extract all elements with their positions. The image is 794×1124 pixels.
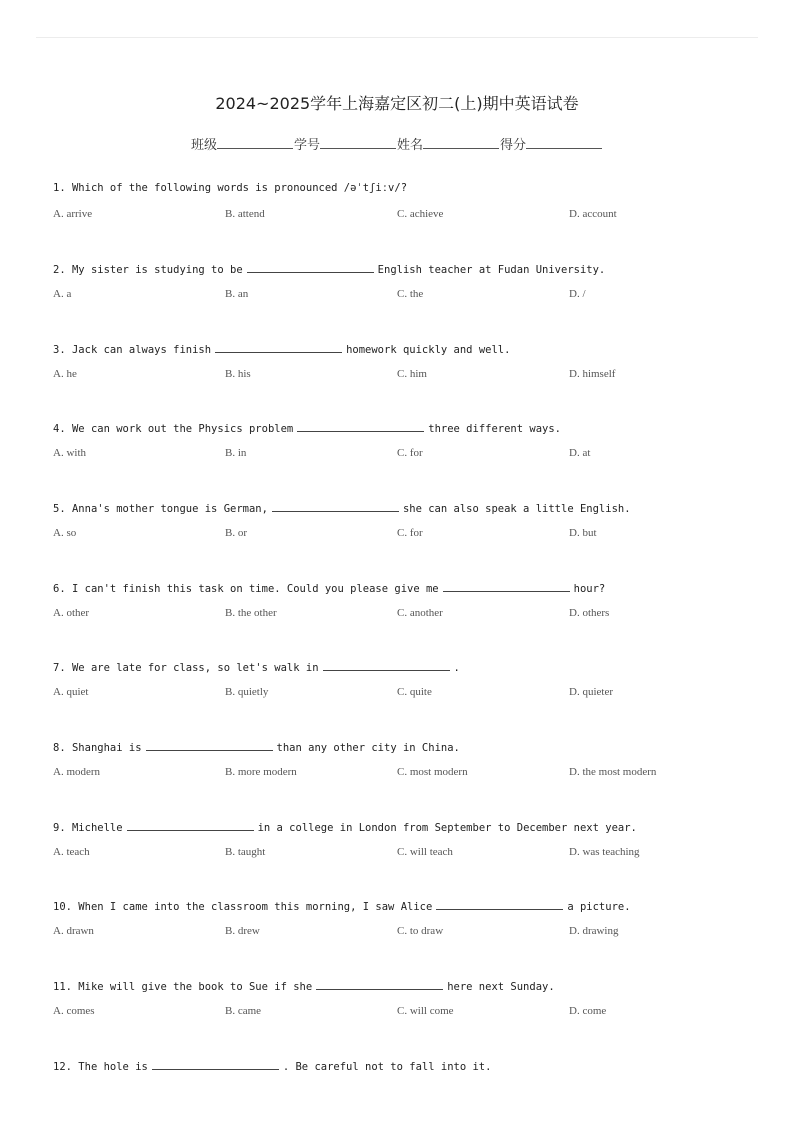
options-row [53,606,753,620]
options-row [53,367,753,381]
option-b: B. or [225,527,247,539]
top-divider [36,37,758,38]
option-b: B. came [225,1005,262,1017]
question-item [53,420,753,460]
question-text: Michelle [71,822,123,834]
option-d: D. drawing [569,925,619,937]
option-d: D. at [569,447,591,459]
question-item [53,819,753,859]
answer-blank [436,898,563,910]
option-c: C. another [397,607,443,619]
option-d: D. / [569,288,586,300]
option-d: D. was teaching [569,846,640,858]
option-b: B. quietly [225,686,269,698]
option-a: A. modern [53,766,101,778]
option-a: A. comes [53,1005,95,1017]
option-a: A. quiet [53,686,89,698]
question-stem [53,261,753,275]
answer-blank [297,420,424,432]
question-number: 9. [53,822,66,834]
answer-blank [323,659,450,671]
answer-blank [146,739,273,751]
question-stem [53,659,753,673]
question-stem [53,420,753,434]
option-a: A. teach [53,846,90,858]
question-number: 12. [53,1061,72,1073]
option-c: C. will teach [397,846,453,858]
student-info-line [0,134,794,153]
score-blank [526,136,602,149]
question-item [53,580,753,620]
option-c: C. for [397,447,423,459]
answer-blank [443,580,570,592]
class-label: 班级 [190,138,217,153]
options-row [53,765,753,779]
question-number: 10. [53,901,72,913]
question-text-after: than any other city in China. [276,742,460,754]
question-stem [53,500,753,514]
student-id-label: 学号 [293,138,320,153]
question-item [53,659,753,699]
question-text: We can work out the Physics problem [71,423,294,435]
question-item [53,500,753,540]
question-number: 11. [53,981,72,993]
question-text-after: she can also speak a little English. [402,503,631,515]
option-b: B. drew [225,925,260,937]
question-text: Jack can always finish [71,344,212,356]
question-text-after: three different ways. [428,423,562,435]
question-number: 4. [53,423,66,435]
question-text-after: hour? [573,583,606,595]
options-row [53,1004,753,1018]
option-b: B. an [225,288,249,300]
answer-blank [247,261,374,273]
option-d: D. quieter [569,686,613,698]
option-a: A. he [53,368,77,380]
question-item [53,898,753,938]
question-stem [53,341,753,355]
question-number: 1. [53,182,66,194]
option-d: D. the most modern [569,766,657,778]
answer-blank [152,1058,279,1070]
options-row [53,924,753,938]
option-c: C. him [397,368,427,380]
question-item [53,978,753,1018]
question-number: 6. [53,583,66,595]
option-a: A. arrive [53,208,93,220]
question-number: 7. [53,662,66,674]
question-number: 2. [53,264,66,276]
question-item [53,261,753,301]
options-row [53,526,753,540]
question-text-after: homework quickly and well. [346,344,511,356]
options-row [53,207,753,221]
score-label: 得分 [500,138,527,153]
question-text-after: . Be careful not to fall into it. [282,1061,492,1073]
option-c: C. for [397,527,423,539]
name-blank [423,136,499,149]
question-text-after: in a college in London from September to December next year. [257,822,637,834]
option-c: C. quite [397,686,432,698]
name-label: 姓名 [397,138,424,153]
question-number: 8. [53,742,66,754]
option-d: D. but [569,527,597,539]
option-b: B. more modern [225,766,297,778]
option-a: A. so [53,527,77,539]
question-stem [53,898,753,912]
question-text: The hole is [78,1061,148,1073]
options-row [53,845,753,859]
option-c: C. the [397,288,424,300]
student-id-blank [320,136,396,149]
option-b: B. taught [225,846,266,858]
option-c: C. achieve [397,208,444,220]
option-c: C. most modern [397,766,468,778]
answer-blank [316,978,443,990]
question-text: Mike will give the book to Sue if she [78,981,313,993]
option-a: A. drawn [53,925,94,937]
question-item [53,181,753,221]
question-item [53,1058,753,1072]
question-text: We are late for class, so let's walk in [71,662,319,674]
question-text-after: English teacher at Fudan University. [377,264,606,276]
option-a: A. with [53,447,86,459]
question-text: I can't finish this task on time. Could you please give me [71,583,439,595]
question-number: 5. [53,503,66,515]
option-c: C. to draw [397,925,444,937]
page-title: 2024~2025学年上海嘉定区初二(上)期中英语试卷 [215,94,579,113]
option-d: D. account [569,208,617,220]
question-stem [53,580,753,594]
question-number: 3. [53,344,66,356]
question-stem [53,1058,753,1072]
question-stem [53,739,753,753]
question-text-after: a picture. [567,901,631,913]
answer-blank [272,500,399,512]
question-text: Anna's mother tongue is German, [71,503,268,515]
question-stem [53,181,753,195]
question-item [53,341,753,381]
question-text: When I came into the classroom this morning, I saw Alice [78,901,433,913]
question-text-after: here next Sunday. [447,981,555,993]
option-d: D. others [569,607,610,619]
question-item [53,739,753,779]
question-text: Shanghai is [71,742,142,754]
class-blank [217,136,293,149]
answer-blank [127,819,254,831]
option-a: A. other [53,607,90,619]
question-text: Which of the following words is pronounced /əˈtʃiːv/? [71,182,408,194]
question-stem [53,819,753,833]
question-text: My sister is studying to be [71,264,243,276]
answer-blank [215,341,342,353]
options-row [53,446,753,460]
question-stem [53,978,753,992]
options-row [53,685,753,699]
option-b: B. attend [225,208,265,220]
option-b: B. his [225,368,251,380]
option-d: D. come [569,1005,607,1017]
option-a: A. a [53,288,72,300]
option-d: D. himself [569,368,616,380]
question-text-after: . [453,662,460,674]
option-b: B. in [225,447,247,459]
option-c: C. will come [397,1005,454,1017]
option-b: B. the other [225,607,277,619]
options-row [53,287,753,301]
